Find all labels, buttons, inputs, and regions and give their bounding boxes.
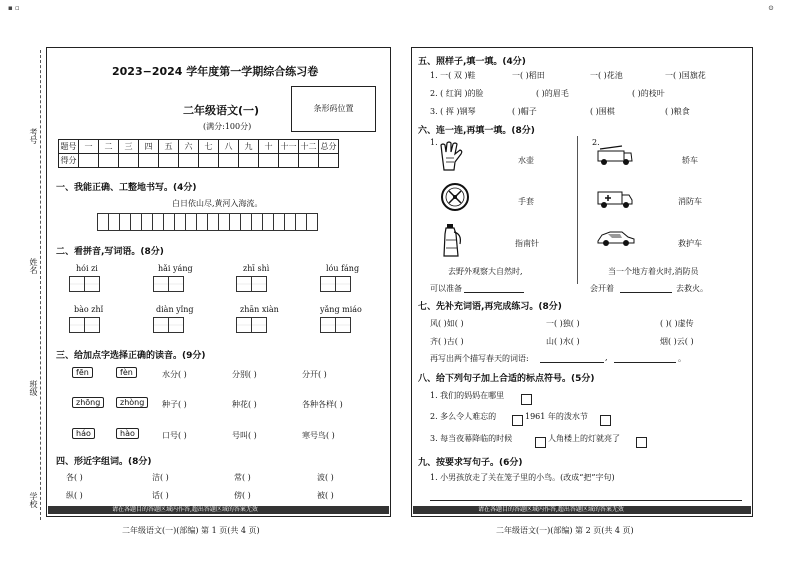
s7-blank-1[interactable]	[540, 362, 604, 363]
s4-item: 波( )	[317, 473, 334, 482]
s5-item: 一( )稻田	[512, 71, 545, 80]
score-header-cell: 十	[259, 140, 279, 154]
score-cell[interactable]	[219, 154, 239, 168]
s8-box[interactable]	[535, 432, 546, 451]
score-header-cell: 六	[179, 140, 199, 154]
s4-title: 四、形近字组词。(8分)	[56, 457, 152, 467]
score-note: (满分:100分)	[203, 122, 252, 131]
s6-left-word: 手套	[518, 197, 534, 206]
s3-option[interactable]: fèn	[116, 367, 137, 378]
s6-left-word: 指南针	[515, 239, 539, 248]
s6-left-text: 可以准备	[430, 284, 462, 293]
s7-item: ( )( )虚传	[660, 319, 694, 328]
s7-line3: 再写出两个描写春天的词语:	[430, 354, 529, 363]
s2-title: 二、看拼音,写词语。(8分)	[56, 247, 164, 257]
score-row-label: 得分	[59, 154, 79, 168]
score-value-row	[59, 154, 339, 168]
s5-item: ( )的枝叶	[632, 89, 665, 98]
s2-pinyin: yǎng miáo	[320, 305, 362, 314]
scan-mark: ⊙	[768, 4, 774, 12]
s3-item: 种花( )	[232, 400, 257, 409]
label-xuexiao: 学校	[29, 492, 38, 508]
label-xingming: 姓名	[29, 258, 38, 274]
s6-right-blank[interactable]	[620, 292, 672, 293]
s4-item: 洁( )	[152, 473, 169, 482]
s5-item: ( )围棋	[590, 107, 615, 116]
s8-box[interactable]	[636, 432, 647, 451]
s6-divider	[577, 136, 578, 284]
s1-poem: 白日依山尽,黄河入海流。	[172, 199, 263, 208]
s4-item: 话( )	[152, 491, 169, 500]
s7-item: 一( )独( )	[546, 319, 580, 328]
score-cell[interactable]	[279, 154, 299, 168]
score-cell[interactable]	[99, 154, 119, 168]
s3-item: 口号( )	[162, 431, 187, 440]
s8-q2b: 1961 年的泼水节	[525, 412, 588, 421]
score-header-cell: 八	[219, 140, 239, 154]
s3-title: 三、给加点字选择正确的读音。(9分)	[56, 351, 206, 361]
fire-truck-icon	[596, 145, 634, 171]
s4-item: 纵( )	[66, 491, 83, 500]
writing-cell[interactable]	[306, 213, 318, 231]
s7-item: 山( )水( )	[546, 337, 580, 346]
label-banji: 班级	[29, 380, 38, 396]
s6-right-text: 当一个地方着火时,消防员	[608, 267, 699, 276]
s7-item: 风( )如( )	[430, 319, 464, 328]
s3-option[interactable]: hào	[116, 428, 139, 439]
s9-title: 九、按要求写句子。(6分)	[418, 458, 523, 468]
s5-item: ( )的眉毛	[536, 89, 569, 98]
s2-answer-grid[interactable]	[154, 317, 184, 333]
s9-q1: 1. 小男孩放走了关在笼子里的小鸟。(改成“把”字句)	[430, 473, 615, 482]
s3-item: 寒号鸟( )	[302, 431, 335, 440]
s7-title: 七、先补充词语,再完成练习。(8分)	[418, 302, 562, 312]
score-cell[interactable]	[179, 154, 199, 168]
ambulance-icon	[596, 186, 634, 214]
s3-item: 号叫( )	[232, 431, 257, 440]
s2-answer-grid[interactable]	[70, 317, 100, 333]
compass-icon	[440, 182, 470, 216]
score-header-row	[59, 140, 339, 154]
s5-item: 一( )花池	[590, 71, 623, 80]
s3-option[interactable]: háo	[72, 428, 95, 439]
s1-writing-grid[interactable]	[98, 213, 318, 231]
s2-pinyin: diàn yǐng	[156, 305, 194, 314]
s7-period: 。	[678, 354, 686, 363]
p1-footer: 二年级语文(一)(部编) 第 1 页(共 4 页)	[122, 526, 260, 535]
gloves-icon	[436, 140, 466, 176]
s6-right-text: 去救火。	[676, 284, 708, 293]
s2-answer-grid[interactable]	[321, 317, 351, 333]
kettle-icon	[440, 222, 466, 262]
s3-option[interactable]: fēn	[72, 367, 93, 378]
s8-box[interactable]	[600, 410, 611, 429]
barcode-box: 条形码位置	[291, 86, 376, 132]
s6-left-blank[interactable]	[464, 292, 524, 293]
p2-footer: 二年级语文(一)(部编) 第 2 页(共 4 页)	[496, 526, 634, 535]
score-cell[interactable]	[319, 154, 339, 168]
s2-pinyin: bào zhǐ	[74, 305, 104, 314]
s7-blank-2[interactable]	[614, 362, 676, 363]
s5-item: 一( )国旗花	[665, 71, 706, 80]
s2-pinyin: lóu fáng	[326, 264, 360, 273]
s5-item: 3. ( 挥 )钢琴	[430, 107, 476, 116]
label-kaohao: 考号	[29, 128, 38, 144]
s6-right-word: 轿车	[682, 156, 698, 165]
s5-title: 五、照样子,填一填。(4分)	[418, 57, 526, 67]
p2-warning: 请在各题目的答题区域内作答,超出答题区域的答案无效	[478, 506, 624, 513]
s6-title: 六、连一连,再填一填。(8分)	[418, 126, 535, 136]
score-header-cell: 九	[239, 140, 259, 154]
s2-answer-grid[interactable]	[237, 276, 267, 292]
score-cell[interactable]	[199, 154, 219, 168]
score-cell[interactable]	[139, 154, 159, 168]
score-table	[58, 139, 339, 168]
s8-q3b: 人角楼上的灯就亮了	[548, 434, 620, 443]
score-cell[interactable]	[239, 154, 259, 168]
s7-item: 齐( )古( )	[430, 337, 464, 346]
score-header-cell: 题号	[59, 140, 79, 154]
score-header-cell: 四	[139, 140, 159, 154]
score-header-cell: 一	[79, 140, 99, 154]
score-cell[interactable]	[259, 154, 279, 168]
score-cell[interactable]	[119, 154, 139, 168]
score-cell[interactable]	[299, 154, 319, 168]
s3-option[interactable]: zhōng	[72, 397, 104, 408]
s5-item: 1. 一( 双 )鞋	[430, 71, 476, 80]
s8-q2a: 2. 多么令人难忘的	[430, 412, 497, 421]
s8-q3a: 3. 每当夜幕降临的时候	[430, 434, 513, 443]
s6-left-text: 去野外观察大自然时,	[448, 267, 523, 276]
s4-item: 常( )	[234, 473, 251, 482]
s6-right-word: 救护车	[678, 239, 702, 248]
s4-item: 傍( )	[234, 491, 251, 500]
s3-item: 各种各样( )	[302, 400, 343, 409]
s8-title: 八、给下列句子加上合适的标点符号。(5分)	[418, 374, 595, 384]
s2-pinyin: zhān xiàn	[240, 305, 279, 314]
score-header-cell: 三	[119, 140, 139, 154]
exam-subtitle: 二年级语文(一)	[183, 104, 260, 117]
s5-item: 2. ( 红润 )的脸	[430, 89, 484, 98]
s6-num-2: 2.	[592, 138, 600, 147]
page-2	[411, 47, 753, 517]
s4-item: 各( )	[66, 473, 83, 482]
score-header-cell: 十一	[279, 140, 299, 154]
s2-answer-grid[interactable]	[321, 276, 351, 292]
s6-right-text: 会开着	[590, 284, 614, 293]
score-header-cell: 十二	[299, 140, 319, 154]
s7-item: 烟( )云( )	[660, 337, 694, 346]
s9-answer-line[interactable]	[430, 500, 742, 501]
s6-num-1: 1.	[430, 138, 438, 147]
s5-item: ( )帽子	[512, 107, 537, 116]
s3-item: 种子( )	[162, 400, 187, 409]
s2-pinyin: hói zi	[76, 264, 98, 273]
p1-warning: 请在各题目的答题区域内作答,超出答题区域的答案无效	[112, 506, 258, 513]
s7-separator: ,	[605, 353, 608, 362]
s3-item: 分开( )	[302, 370, 327, 379]
s3-option[interactable]: zhòng	[116, 397, 148, 408]
car-icon	[596, 228, 636, 252]
scan-mark: ▪ ▫	[8, 4, 20, 12]
s2-pinyin: hǎi yáng	[158, 264, 193, 273]
exam-title: 2023−2024 学年度第一学期综合练习卷	[112, 65, 319, 78]
score-cell[interactable]	[159, 154, 179, 168]
s5-item: ( )粮食	[665, 107, 690, 116]
s8-box[interactable]	[521, 389, 532, 408]
score-header-cell: 七	[199, 140, 219, 154]
s2-answer-grid[interactable]	[154, 276, 184, 292]
s8-box[interactable]	[512, 410, 523, 429]
score-header-cell: 总分	[319, 140, 339, 154]
s2-answer-grid[interactable]	[70, 276, 100, 292]
binding-line	[40, 50, 41, 520]
score-cell[interactable]	[79, 154, 99, 168]
s4-item: 被( )	[317, 491, 334, 500]
s2-answer-grid[interactable]	[237, 317, 267, 333]
s1-title: 一、我能正确、工整地书写。(4分)	[56, 183, 197, 193]
s6-right-word: 消防车	[678, 197, 702, 206]
s3-item: 分别( )	[232, 370, 257, 379]
s2-pinyin: zhī shì	[243, 264, 270, 273]
s3-item: 水分( )	[162, 370, 187, 379]
score-header-cell: 五	[159, 140, 179, 154]
s8-q1: 1. 我们的妈妈在哪里	[430, 391, 505, 400]
s6-left-word: 水壶	[518, 156, 534, 165]
score-header-cell: 二	[99, 140, 119, 154]
